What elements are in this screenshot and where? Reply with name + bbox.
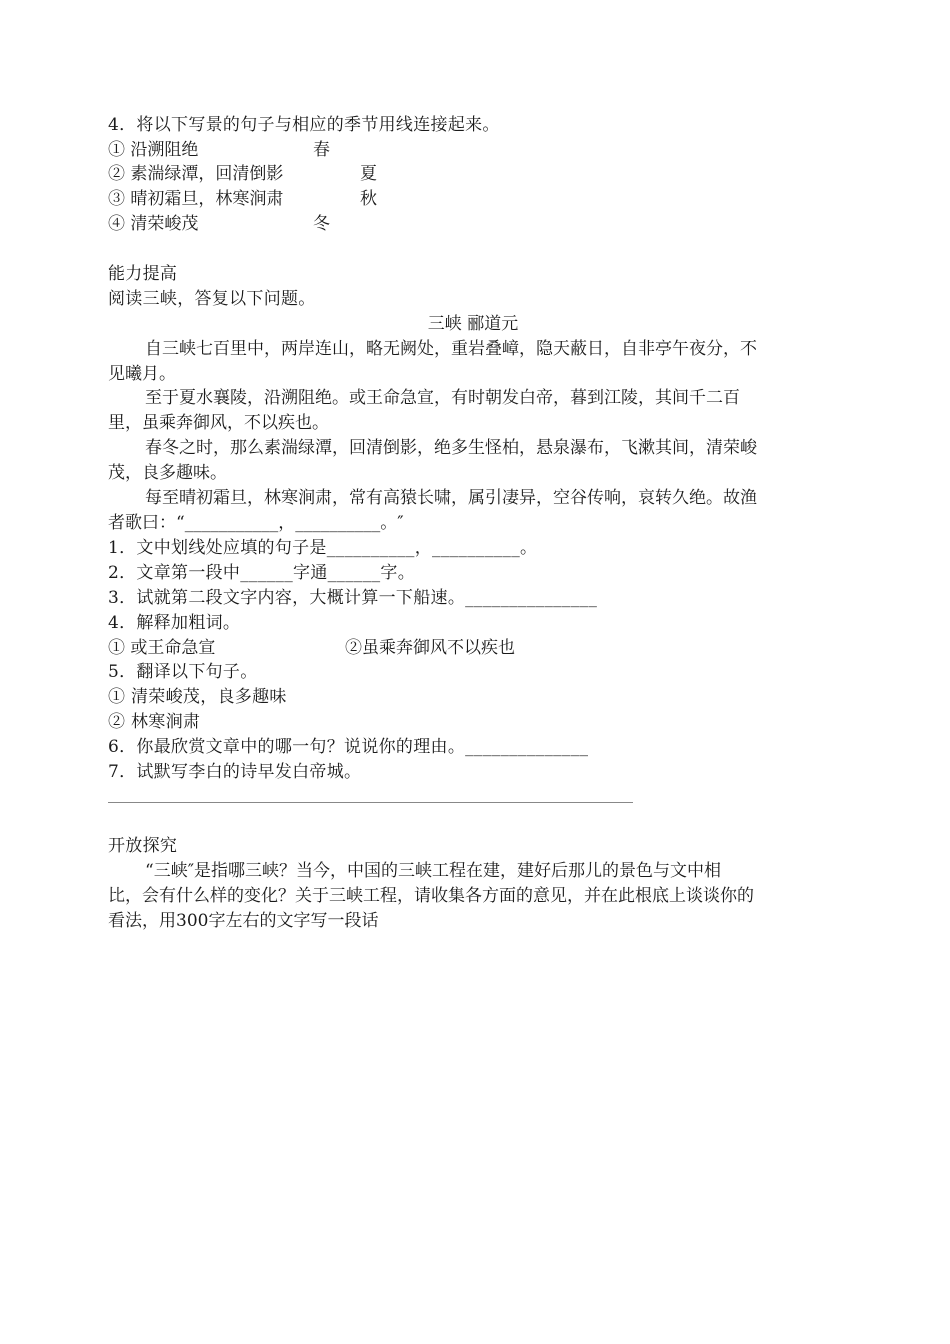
para1-line1: 自三峡七百里中，两岸连山，略无阙处，重岩叠嶂，隐天蔽日，自非亭午夜分，不: [145, 339, 757, 359]
open-line-3: 看法，用300字左右的文字写一段话: [108, 911, 379, 931]
para3-line1: 春冬之时，那么素湍绿潭，回清倒影，绝多生怪柏，悬泉瀑布，飞漱其间，清荣峻: [145, 438, 757, 458]
question-1: 1．文中划线处应填的句子是__________，__________。: [108, 538, 538, 558]
passage-title: 三峡 郦道元: [427, 314, 519, 334]
match-season-3: 秋: [360, 189, 377, 209]
question-4: 4．解释加粗词。: [108, 613, 241, 633]
para2-line1: 至于夏水襄陵，沿溯阻绝。或王命急宣，有时朝发白帝，暮到江陵，其间千二百: [145, 388, 740, 408]
reading-instruction: 阅读三峡，答复以下问题。: [108, 289, 316, 309]
q4-item-1: ① 或王命急宣: [108, 638, 216, 658]
match-season-2: 夏: [360, 164, 377, 184]
q5-item-2: ② 林寒涧肃: [108, 712, 201, 732]
para4-line2: 者歌曰：“___________，__________。″: [108, 513, 404, 533]
para3-line2: 茂，良多趣味。: [108, 463, 227, 483]
section-heading-open: 开放探究: [108, 836, 178, 856]
question-5: 5．翻译以下句子。: [108, 662, 258, 682]
answer-line: [108, 802, 633, 803]
section-heading-ability: 能力提高: [108, 264, 178, 284]
open-line-2: 比，会有什么样的变化？关于三峡工程，请收集各方面的意见，并在此根底上谈谈你的: [108, 886, 754, 906]
match-season-4: 冬: [313, 214, 330, 234]
question-2: 2．文章第一段中______字通______字。: [108, 563, 416, 583]
question-7: 7．试默写李白的诗早发白帝城。: [108, 762, 362, 782]
match-sentence-4: ④ 清荣峻茂: [108, 214, 199, 234]
match-season-1: 春: [313, 140, 330, 160]
para4-line1: 每至晴初霜旦，林寒涧肃，常有高猿长啸，属引凄异，空谷传响，哀转久绝。故渔: [145, 488, 757, 508]
para1-line2: 见曦月。: [108, 364, 176, 384]
match-sentence-2: ② 素湍绿潭，回清倒影: [108, 164, 284, 184]
question-6: 6．你最欣赏文章中的哪一句？说说你的理由。______________: [108, 737, 589, 757]
match-sentence-3: ③ 晴初霜旦，林寒涧肃: [108, 189, 284, 209]
open-line-1: “三峡″是指哪三峡？当今，中国的三峡工程在建，建好后那儿的景色与文中相: [145, 861, 722, 881]
question-3: 3．试就第二段文字内容，大概计算一下船速。_______________: [108, 588, 598, 608]
q4-item-2: ②虽乘奔御风不以疾也: [345, 638, 515, 658]
match-sentence-1: ① 沿溯阻绝: [108, 140, 199, 160]
q5-item-1: ① 清荣峻茂，良多趣味: [108, 687, 287, 707]
q4-prompt: 4．将以下写景的句子与相应的季节用线连接起来。: [108, 115, 500, 135]
para2-line2: 里，虽乘奔御风，不以疾也。: [108, 413, 329, 433]
